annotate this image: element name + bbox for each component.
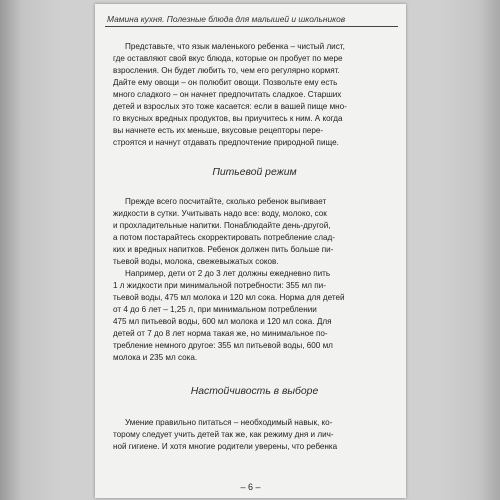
text-line: детей и взрослых это тоже касается: если в вашей пище мно-	[113, 102, 347, 111]
section-persistence	[113, 417, 396, 453]
text-line: требление немного другое: 355 мл питьевой воды, 600 мл	[113, 341, 333, 350]
text-line: 475 мл питьевой воды, 600 мл молока и 120 мл сока. Для	[113, 317, 332, 326]
text-line: молока и 235 мл сока.	[113, 353, 198, 362]
text-line: ной гигиене. И хотя многие родители уверены, что ребенка	[113, 442, 338, 451]
spacer	[113, 180, 396, 196]
text-line: тьевой воды, 475 мл молока и 120 мл сока. Норма для детей	[113, 293, 345, 302]
text-line: торому следует учить детей так же, как режиму дня и лич-	[113, 430, 334, 439]
text-line: много сладкого – он начнет предпочитать сладкое. Старших	[113, 90, 342, 99]
text-line: детей от 7 до 8 лет норма такая же, но минимальное по-	[113, 329, 328, 338]
text-line: Представьте, что язык маленького ребенка – чистый лист,	[125, 42, 345, 51]
header-rule	[105, 26, 398, 27]
text-line: 1 л жидкости при минимальной потребности: 355 мл пи-	[113, 281, 326, 290]
spacer	[113, 149, 396, 166]
book-page	[95, 4, 406, 498]
text-line: строятся и начнут отдавать предпочтение природной пище.	[113, 138, 339, 147]
text-line: где оставляют свой вкус блюда, которые он пробует по мере	[113, 54, 343, 63]
text-line: и прохладительные напитки. Понаблюдайте день-другой,	[113, 221, 331, 230]
text-line: Умение правильно питаться – необходимый навык, ко-	[125, 418, 333, 427]
text-line: взросления. Он будет любить то, чем его регулярно кормят.	[113, 66, 340, 75]
text-line: Например, дети от 2 до 3 лет должны ежедневно пить	[125, 269, 331, 278]
page-body	[113, 41, 396, 453]
text-line: от 4 до 6 лет – 1,25 л, при минимальном потреблении	[113, 305, 317, 314]
section-intro	[113, 41, 396, 149]
text-line: Дайте ему овощи – он полюбит овощи. Позвольте ему есть	[113, 78, 338, 87]
section-heading-drinking-regime: Питьевой режим	[212, 167, 297, 178]
text-line: тьевой воды, молока, свежевыжатых соков.	[113, 257, 279, 266]
running-head: Мамина кухня. Полезные блюда для малышей и школьников	[107, 14, 346, 24]
text-line: го вкусных вредных продуктов, вы приучитесь к ним. А когда	[113, 114, 343, 123]
section-drinking-regime	[113, 196, 396, 364]
text-line: ких и вредных напитков. Ребенок должен пить больше пи-	[113, 245, 334, 254]
text-line: вы начнете есть их меньше, вкусовые рецепторы пере-	[113, 126, 324, 135]
section-heading-persistence: Настойчивость в выборе	[190, 386, 319, 397]
text-line: жидкости в сутки. Учитывать надо все: воду, молоко, сок	[113, 209, 327, 218]
spacer	[113, 364, 396, 385]
page-number: – 6 –	[240, 482, 261, 492]
text-line: Прежде всего посчитайте, сколько ребенок выпивает	[125, 197, 327, 206]
spacer	[113, 399, 396, 417]
text-line: а потом постарайтесь скорректировать потребление слад-	[113, 233, 335, 242]
